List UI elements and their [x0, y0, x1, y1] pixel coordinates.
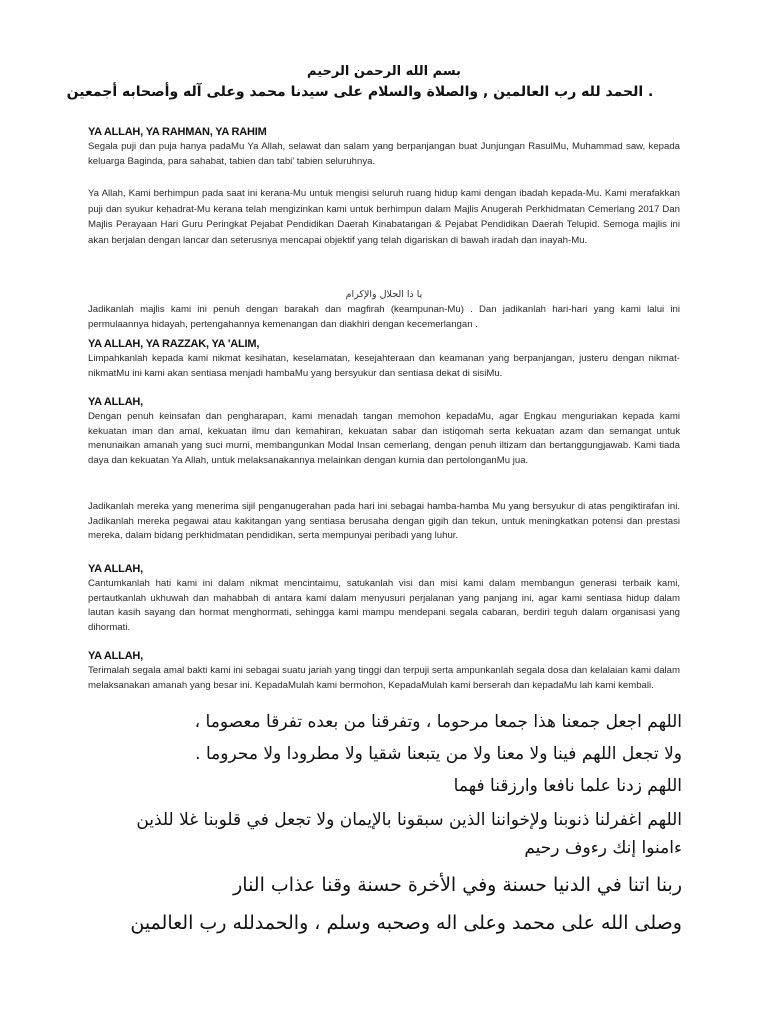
paragraph-barakah: Jadikanlah majlis kami ini penuh dengan barakah dan magfirah (keampunan-Mu) . Dan jadikanlah hari-hari yang kami lalui ini permulaannya hidayah, pertengahannya kemenangan dan diakhiri dengan kecemerlangan .: [88, 304, 680, 330]
closing-dua-line: اللهم زدنا علما نافعا وارزقنا فهما: [453, 776, 682, 796]
paragraph-strength-request: Dengan penuh keinsafan dan pengharapan, kami menadah tangan memohon kepadaMu, agar Engkau menguriakan kepada kami kekuatan iman dan amal, kekuatan ilmu dan kemahiran, kekuatan sabar dan istiqomah serta kekuatan azam dan semangat untuk menunaikan amanah yang suci murni, membangunkan Modal Insan cemerlang, dengan penuh iltizam dan bertanggungjawab. Kami tiada daya dan kekuatan Ya Allah, untuk melaksanakannya melainkan dengan kurnia dan pertolonganMu jua.: [88, 411, 680, 466]
paragraph-gathering: Ya Allah, Kami berhimpun pada saat ini kerana-Mu untuk mengisi seluruh ruang hidup kami dengan ibadah kepada-Mu. Kami merafakkan puji dan syukur kehadrat-Mu kerana telah mengizinkan kami untuk berhimpun dalam Majlis Anugerah Perkhidmatan Cemerlang 2017 Dan Majlis Perayaan Hari Guru Peringkat Pejabat Pendidikan Daerah Kinabatangan & Pejabat Pendidikan Daerah Telupid. Semoga majlis ini akan berjalan dengan lancar dan seterusnya mencapai objektif yang telah digariskan di bawah iradah dan inayah-Mu.: [88, 188, 680, 246]
closing-dua-line: اللهم اجعل جمعنا هذا جمعا مرحوما ، وتفرقنا من بعده تفرقا معصوما ،: [194, 712, 682, 732]
invocation-dhul-jalal: يا ذا الجلال والإكرام: [345, 289, 423, 300]
closing-dua-line: ءامنوا إنك رءوف رحيم: [524, 838, 682, 858]
paragraph-health-blessings: Limpahkanlah kepada kami nikmat kesihatan, keselamatan, kesejahteraan dan keamanan yang berpanjangan, justeru dengan nikmat-nikmatMu ini kami akan sentiasa menjadi hambaMu yang bersyukur dan sentiasa dekat di sisiMu.: [88, 353, 680, 379]
paragraph-acceptance: Terimalah segala amal bakti kami ini sebagai suatu jariah yang tinggi dan terpuji serta ampunkanlah segala dosa dan kelalaian kami dalam melaksanakan amanah yang besar ini. KepadaMulah kami bermohon, KepadaMulah kami berserah dan kepadaMu lah kami kembali.: [88, 665, 680, 691]
closing-dua-line: ولا تجعل اللهم فينا ولا معنا ولا من يتبعنا شقيا ولا مطرودا ولا محروما .: [195, 744, 682, 764]
paragraph-opening-praise: Segala puji dan puja hanya padaMu Ya Allah, selawat dan salam yang berpanjangan buat Junjungan RasulMu, Muhammad saw, kepada keluarga Baginda, para sahabat, tabien dan tabi’ tabien seluruhnya.: [88, 141, 680, 167]
paragraph-unity: Cantumkanlah hati kami ini dalam nikmat mencintaimu, satukanlah visi dan misi kami dalam membangun generasi terbaik kami, pertautkanlah ukhuwah dan mahabbah di antara kami dalam menyusuri perjalanan yang panjang ini, agar kami sentiasa hidup dalam lautan kasih sayang dan hormat menghormati, sehingga kami mampu mendepani segala cabaran, berdiri teguh dalam organisasi yang dihormati.: [88, 578, 680, 633]
closing-dua-line: اللهم اغفرلنا ذنوبنا ولإخواننا الذين سبقونا بالإيمان ولا تجعل في قلوبنا غلا للذين: [136, 810, 682, 830]
closing-dua-line: ربنا اتنا في الدنيا حسنة وفي الأخرة حسنة وقنا عذاب النار: [233, 874, 682, 896]
section-heading: YA ALLAH,: [88, 563, 144, 575]
section-heading: YA ALLAH, YA RAZZAK, YA 'ALIM,: [88, 338, 260, 350]
section-heading: YA ALLAH, YA RAHMAN, YA RAHIM: [88, 126, 267, 138]
hamdalah-opening: . الحمد لله رب العالمين , والصلاة والسلام على سيدنا محمد وعلى آله وأصحابه أجمعين: [66, 84, 654, 100]
bismillah-heading: بسم الله الرحمن الرحيم: [307, 64, 461, 79]
section-heading: YA ALLAH,: [88, 396, 144, 408]
section-heading: YA ALLAH,: [88, 650, 144, 662]
paragraph-award-recipients: Jadikanlah mereka yang menerima sijil penganugerahan pada hari ini sebagai hamba-hamba Mu yang bersyukur di atas pengiktirafan ini. Jadikanlah mereka pegawai atau kakitangan yang sentiasa berusaha dengan gigih dan tekun, untuk meningkatkan potensi dan prestasi mereka, dalam bidang perkhidmatan pendidikan, serta mempunyai peribadi yang luhur.: [88, 501, 680, 541]
closing-dua-line: وصلى الله على محمد وعلى اله وصحبه وسلم ، والحمدلله رب العالمين: [130, 912, 682, 934]
